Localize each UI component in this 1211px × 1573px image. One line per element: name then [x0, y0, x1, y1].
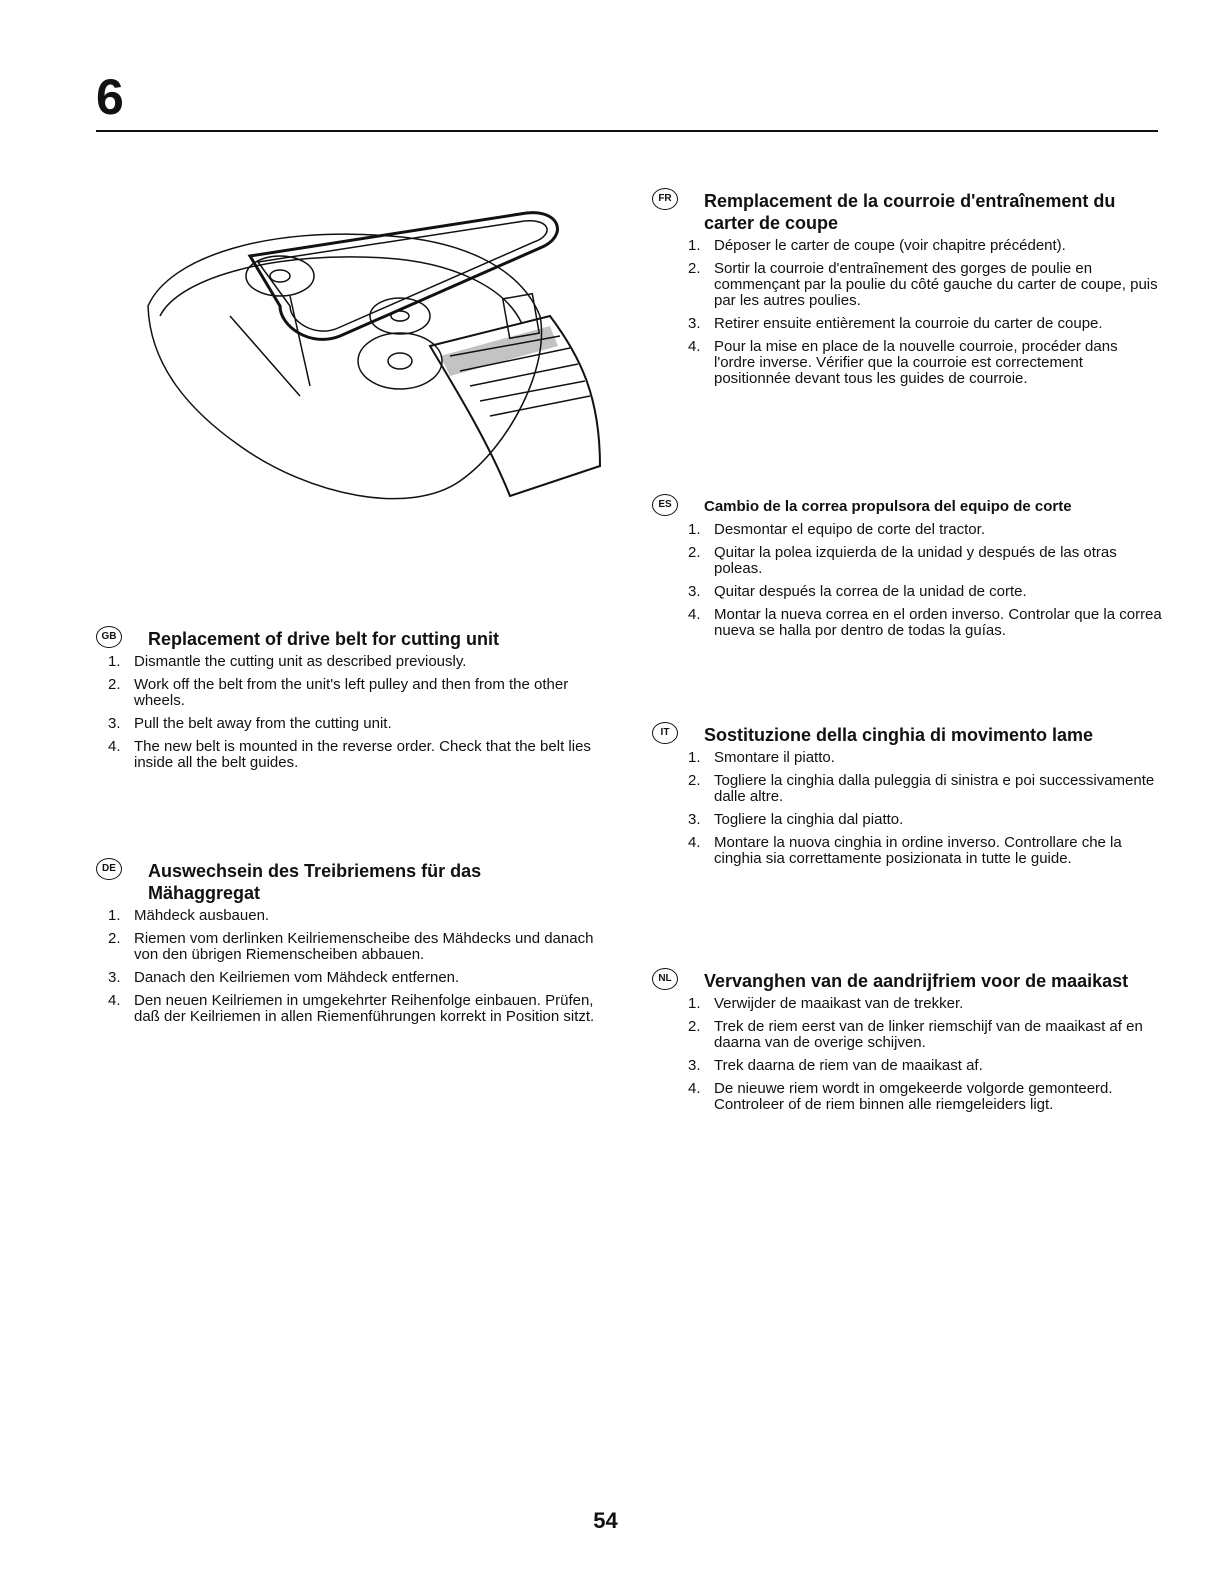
- language-badge-es: ES: [652, 494, 678, 516]
- step-number: 2.: [688, 772, 701, 789]
- step-text: Danach den Keilriemen vom Mähdeck entfernen.: [134, 969, 460, 986]
- step-number: 1.: [108, 907, 121, 924]
- step-text: Desmontar el equipo de corte del tractor.: [714, 521, 985, 538]
- step-number: 2.: [688, 260, 701, 277]
- step-text: Riemen vom derlinken Keilriemenscheibe des Mähdecks und danach von den übrigen Riemenscheiben abbauen.: [134, 930, 594, 963]
- step-text: Sortir la courroie d'entraînement des gorges de poulie en commençant par la poulie du côté gauche du carter de coupe, puis par les autres poulies.: [714, 260, 1158, 309]
- page-number: 54: [593, 1508, 618, 1533]
- step-text: Mähdeck ausbauen.: [134, 907, 270, 924]
- step-text: Retirer ensuite entièrement la courroie du carter de coupe.: [714, 315, 1103, 332]
- step-text: Work off the belt from the unit's left pulley and then from the other wheels.: [134, 676, 569, 709]
- section-fr: [652, 190, 1162, 394]
- step-number: 3.: [108, 969, 121, 986]
- list-item: [676, 1058, 1162, 1074]
- step-number: 4.: [688, 338, 701, 355]
- step-text: Quitar la polea izquierda de la unidad y después de las otras poleas.: [714, 544, 1117, 577]
- section-es: [652, 496, 1162, 646]
- step-text: Pull the belt away from the cutting unit.: [134, 715, 392, 732]
- step-list: [96, 654, 616, 771]
- step-text: Smontare il piatto.: [714, 749, 835, 766]
- step-number: 1.: [688, 521, 701, 538]
- list-item: [96, 993, 616, 1025]
- step-list: [676, 238, 1162, 387]
- list-item: [676, 584, 1162, 600]
- step-text: Den neuen Keilriemen in umgekehrter Reihenfolge einbauen. Prüfen, daß der Keilriemen in allen Riemenführungen korrekt in Position sitzt.: [134, 992, 595, 1025]
- step-number: 2.: [108, 930, 121, 947]
- step-number: 4.: [688, 1080, 701, 1097]
- step-number: 3.: [108, 715, 121, 732]
- section-nl: [652, 970, 1162, 1120]
- list-item: [96, 931, 616, 963]
- list-item: [96, 654, 616, 670]
- section-title: Auswechsein des Treibriemens für das Mähaggregat: [148, 861, 482, 903]
- step-number: 4.: [108, 992, 121, 1009]
- chapter-number: 6: [96, 69, 124, 125]
- step-number: 3.: [688, 1057, 701, 1074]
- step-number: 4.: [108, 738, 121, 755]
- step-text: Dismantle the cutting unit as described previously.: [134, 653, 467, 670]
- list-item: [96, 716, 616, 732]
- list-item: [676, 522, 1162, 538]
- section-title: Remplacement de la courroie d'entraînement du carter de coupe: [704, 191, 1116, 233]
- language-badge-fr: FR: [652, 188, 678, 210]
- step-number: 4.: [688, 606, 701, 623]
- step-number: 2.: [688, 1018, 701, 1035]
- step-number: 1.: [108, 653, 121, 670]
- step-text: Montar la nueva correa en el orden inverso. Controlar que la correa nueva se halla por dentro de todas la guías.: [714, 606, 1162, 639]
- language-badge-gb: GB: [96, 626, 122, 648]
- step-number: 4.: [688, 834, 701, 851]
- step-list: [96, 908, 616, 1025]
- step-text: De nieuwe riem wordt in omgekeerde volgorde gemonteerd. Controleer of de riem binnen alle riemgeleiders ligt.: [714, 1080, 1113, 1113]
- list-item: [676, 339, 1162, 387]
- step-number: 3.: [688, 315, 701, 332]
- section-gb: [96, 628, 616, 778]
- step-text: Quitar después la correa de la unidad de corte.: [714, 583, 1027, 600]
- list-item: [676, 238, 1162, 254]
- section-title: Cambio de la correa propulsora del equipo de corte: [704, 498, 1072, 515]
- language-badge-de: DE: [96, 858, 122, 880]
- list-item: [676, 607, 1162, 639]
- step-text: Trek de riem eerst van de linker riemschijf van de maaikast af en daarna van de overige schijven.: [714, 1018, 1143, 1051]
- step-text: Togliere la cinghia dalla puleggia di sinistra e poi successivamente dalle altre.: [714, 772, 1155, 805]
- section-de: [96, 860, 616, 1032]
- step-number: 1.: [688, 237, 701, 254]
- list-item: [96, 970, 616, 986]
- language-badge-it: IT: [652, 722, 678, 744]
- header-rule: [96, 130, 1158, 132]
- cutting-unit-illustration: [130, 196, 610, 526]
- list-item: [676, 545, 1162, 577]
- step-number: 3.: [688, 811, 701, 828]
- step-text: Montare la nuova cinghia in ordine inverso. Controllare che la cinghia sia correttamente posizionata in tutte le guide.: [714, 834, 1122, 867]
- step-number: 3.: [688, 583, 701, 600]
- list-item: [676, 835, 1162, 867]
- list-item: [96, 677, 616, 709]
- list-item: [676, 812, 1162, 828]
- list-item: [676, 1081, 1162, 1113]
- step-list: [676, 996, 1162, 1113]
- step-text: The new belt is mounted in the reverse order. Check that the belt lies inside all the belt guides.: [134, 738, 591, 771]
- section-title: Replacement of drive belt for cutting unit: [148, 629, 500, 649]
- section-title: Vervanghen van de aandrijfriem voor de maaikast: [704, 971, 1129, 991]
- list-item: [676, 750, 1162, 766]
- step-text: Verwijder de maaikast van de trekker.: [714, 995, 964, 1012]
- section-title: Sostituzione della cinghia di movimento lame: [704, 725, 1094, 745]
- list-item: [676, 316, 1162, 332]
- list-item: [676, 261, 1162, 309]
- step-text: Togliere la cinghia dal piatto.: [714, 811, 904, 828]
- step-number: 1.: [688, 995, 701, 1012]
- step-text: Pour la mise en place de la nouvelle courroie, procéder dans l'ordre inverse. Vérifier que la courroie est correctement positionnée devant tous les guides de courroie.: [714, 338, 1118, 387]
- step-list: [676, 750, 1162, 867]
- list-item: [676, 1019, 1162, 1051]
- list-item: [676, 996, 1162, 1012]
- step-number: 2.: [108, 676, 121, 693]
- step-number: 1.: [688, 749, 701, 766]
- language-badge-nl: NL: [652, 968, 678, 990]
- section-it: [652, 724, 1162, 874]
- step-list: [676, 522, 1162, 639]
- step-text: Trek daarna de riem van de maaikast af.: [714, 1057, 983, 1074]
- list-item: [96, 908, 616, 924]
- list-item: [676, 773, 1162, 805]
- step-text: Déposer le carter de coupe (voir chapitre précédent).: [714, 237, 1066, 254]
- list-item: [96, 739, 616, 771]
- step-number: 2.: [688, 544, 701, 561]
